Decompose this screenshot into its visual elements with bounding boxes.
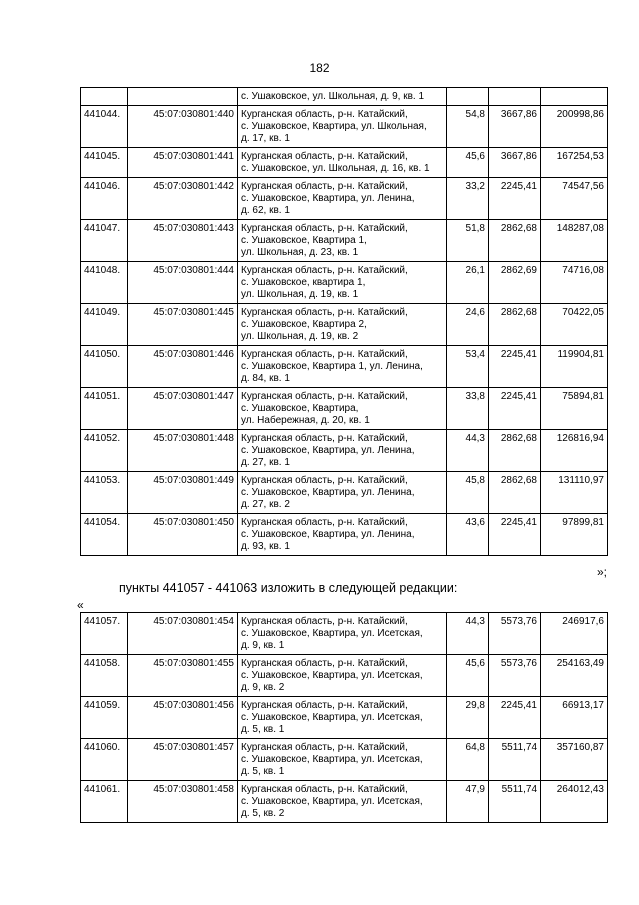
cadastral-number-cell: 45:07:030801:442	[128, 178, 238, 220]
table-row	[81, 88, 608, 106]
address-line: Курганская область, р-н. Катайский,	[241, 700, 408, 711]
area-cell: 64,8	[447, 739, 489, 781]
address-cell	[238, 781, 447, 823]
address-line: д. 93, кв. 1	[241, 541, 290, 552]
area-cell: 51,8	[447, 220, 489, 262]
cadastral-number-cell: 45:07:030801:454	[128, 613, 238, 655]
address-line: Курганская область, р-н. Катайский,	[241, 307, 408, 318]
address-line: с. Ушаковское, Квартира, ул. Школьная,	[241, 121, 427, 132]
area-cell	[447, 88, 489, 106]
area-cell: 24,6	[447, 304, 489, 346]
cadastral-number-cell: 45:07:030801:446	[128, 346, 238, 388]
total-value-cell: 97899,81	[541, 514, 608, 556]
item-number-cell: 441060.	[81, 739, 128, 781]
address-line: с. Ушаковское, Квартира, ул. Исетская,	[241, 670, 423, 681]
amendment-instruction: пункты 441057 - 441063 изложить в следующей редакции:	[119, 581, 458, 595]
unit-price-cell: 2245,41	[489, 514, 541, 556]
area-cell: 47,9	[447, 781, 489, 823]
item-number-cell: 441052.	[81, 430, 128, 472]
unit-price-cell: 2862,69	[489, 262, 541, 304]
address-line: Курганская область, р-н. Катайский,	[241, 475, 408, 486]
address-line: с. Ушаковское, Квартира 1, ул. Ленина,	[241, 361, 423, 372]
table-row	[81, 304, 608, 346]
address-line: с. Ушаковское, Квартира,	[241, 403, 359, 414]
total-value-cell: 75894,81	[541, 388, 608, 430]
address-line: с. Ушаковское, Квартира, ул. Исетская,	[241, 712, 423, 723]
address-line: д. 5, кв. 2	[241, 808, 285, 819]
address-cell	[238, 220, 447, 262]
total-value-cell: 200998,86	[541, 106, 608, 148]
unit-price-cell: 2862,68	[489, 472, 541, 514]
cadastral-number-cell: 45:07:030801:444	[128, 262, 238, 304]
cadastral-number-cell: 45:07:030801:449	[128, 472, 238, 514]
item-number-cell: 441051.	[81, 388, 128, 430]
address-line: д. 17, кв. 1	[241, 133, 290, 144]
cadastral-number-cell: 45:07:030801:440	[128, 106, 238, 148]
unit-price-cell: 5573,76	[489, 655, 541, 697]
total-value-cell: 119904,81	[541, 346, 608, 388]
table-row	[81, 697, 608, 739]
address-cell	[238, 514, 447, 556]
cadastral-number-cell: 45:07:030801:441	[128, 148, 238, 178]
address-cell	[238, 430, 447, 472]
table-row	[81, 178, 608, 220]
item-number-cell: 441059.	[81, 697, 128, 739]
cadastral-number-cell: 45:07:030801:445	[128, 304, 238, 346]
area-cell: 33,8	[447, 388, 489, 430]
total-value-cell: 254163,49	[541, 655, 608, 697]
address-cell	[238, 388, 447, 430]
table-row	[81, 106, 608, 148]
address-line: с. Ушаковское, ул. Школьная, д. 16, кв. 1	[241, 163, 430, 174]
address-line: с. Ушаковское, Квартира, ул. Исетская,	[241, 628, 423, 639]
cadastral-number-cell: 45:07:030801:448	[128, 430, 238, 472]
total-value-cell: 70422,05	[541, 304, 608, 346]
property-table-amended	[80, 612, 608, 823]
unit-price-cell: 5573,76	[489, 613, 541, 655]
total-value-cell: 131110,97	[541, 472, 608, 514]
address-cell	[238, 472, 447, 514]
address-cell	[238, 148, 447, 178]
area-cell: 33,2	[447, 178, 489, 220]
unit-price-cell: 2245,41	[489, 697, 541, 739]
address-line: Курганская область, р-н. Катайский,	[241, 223, 408, 234]
address-line: с. Ушаковское, Квартира, ул. Ленина,	[241, 445, 415, 456]
item-number-cell: 441053.	[81, 472, 128, 514]
address-line: Курганская область, р-н. Катайский,	[241, 517, 408, 528]
address-line: ул. Школьная, д. 23, кв. 1	[241, 247, 359, 258]
total-value-cell: 66913,17	[541, 697, 608, 739]
area-cell: 43,6	[447, 514, 489, 556]
address-line: с. Ушаковское, Квартира 1,	[241, 235, 367, 246]
address-line: д. 27, кв. 1	[241, 457, 290, 468]
address-cell	[238, 262, 447, 304]
cadastral-number-cell: 45:07:030801:443	[128, 220, 238, 262]
address-line: д. 9, кв. 2	[241, 682, 285, 693]
address-line: ул. Набережная, д. 20, кв. 1	[241, 415, 370, 426]
cadastral-number-cell: 45:07:030801:456	[128, 697, 238, 739]
table-row	[81, 430, 608, 472]
table-row	[81, 262, 608, 304]
table-row	[81, 613, 608, 655]
unit-price-cell: 2245,41	[489, 388, 541, 430]
address-line: д. 5, кв. 1	[241, 766, 285, 777]
total-value-cell: 74716,08	[541, 262, 608, 304]
address-cell	[238, 613, 447, 655]
address-cell	[238, 88, 447, 106]
address-line: Курганская область, р-н. Катайский,	[241, 616, 408, 627]
table-row	[81, 148, 608, 178]
unit-price-cell: 5511,74	[489, 781, 541, 823]
area-cell: 44,3	[447, 430, 489, 472]
address-cell	[238, 655, 447, 697]
address-line: ул. Школьная, д. 19, кв. 1	[241, 289, 359, 300]
unit-price-cell: 2245,41	[489, 346, 541, 388]
address-cell	[238, 739, 447, 781]
cadastral-number-cell: 45:07:030801:455	[128, 655, 238, 697]
table-row	[81, 739, 608, 781]
area-cell: 53,4	[447, 346, 489, 388]
unit-price-cell: 5511,74	[489, 739, 541, 781]
address-line: Курганская область, р-н. Катайский,	[241, 265, 408, 276]
total-value-cell	[541, 88, 608, 106]
item-number-cell: 441061.	[81, 781, 128, 823]
unit-price-cell: 2862,68	[489, 304, 541, 346]
address-line: Курганская область, р-н. Катайский,	[241, 391, 408, 402]
table-row	[81, 346, 608, 388]
address-line: д. 9, кв. 1	[241, 640, 285, 651]
area-cell: 29,8	[447, 697, 489, 739]
area-cell: 44,3	[447, 613, 489, 655]
table-row	[81, 472, 608, 514]
cadastral-number-cell: 45:07:030801:450	[128, 514, 238, 556]
table-row	[81, 388, 608, 430]
item-number-cell: 441049.	[81, 304, 128, 346]
total-value-cell: 357160,87	[541, 739, 608, 781]
address-line: с. Ушаковское, Квартира, ул. Исетская,	[241, 754, 423, 765]
item-number-cell: 441058.	[81, 655, 128, 697]
address-cell	[238, 346, 447, 388]
item-number-cell: 441047.	[81, 220, 128, 262]
total-value-cell: 264012,43	[541, 781, 608, 823]
table-row	[81, 655, 608, 697]
opening-quote: «	[77, 598, 84, 612]
cadastral-number-cell	[128, 88, 238, 106]
address-line: Курганская область, р-н. Катайский,	[241, 433, 408, 444]
address-line: д. 5, кв. 1	[241, 724, 285, 735]
area-cell: 54,8	[447, 106, 489, 148]
total-value-cell: 74547,56	[541, 178, 608, 220]
total-value-cell: 246917,6	[541, 613, 608, 655]
address-cell	[238, 697, 447, 739]
address-line: Курганская область, р-н. Катайский,	[241, 181, 408, 192]
area-cell: 45,8	[447, 472, 489, 514]
address-line: с. Ушаковское, Квартира, ул. Ленина,	[241, 529, 415, 540]
item-number-cell: 441048.	[81, 262, 128, 304]
unit-price-cell: 3667,86	[489, 106, 541, 148]
address-line: с. Ушаковское, Квартира, ул. Ленина,	[241, 193, 415, 204]
address-line: Курганская область, р-н. Катайский,	[241, 742, 408, 753]
address-line: с. Ушаковское, Квартира, ул. Исетская,	[241, 796, 423, 807]
page-number: 182	[309, 61, 330, 75]
unit-price-cell	[489, 88, 541, 106]
unit-price-cell: 2862,68	[489, 430, 541, 472]
item-number-cell: 441050.	[81, 346, 128, 388]
address-line: ул. Школьная, д. 19, кв. 2	[241, 331, 359, 342]
property-table-continued	[80, 87, 608, 556]
total-value-cell: 167254,53	[541, 148, 608, 178]
address-line: д. 84, кв. 1	[241, 373, 290, 384]
item-number-cell: 441054.	[81, 514, 128, 556]
area-cell: 26,1	[447, 262, 489, 304]
address-line: с. Ушаковское, Квартира, ул. Ленина,	[241, 487, 415, 498]
closing-quote: »;	[596, 565, 607, 579]
unit-price-cell: 3667,86	[489, 148, 541, 178]
address-line: Курганская область, р-н. Катайский,	[241, 151, 408, 162]
area-cell: 45,6	[447, 148, 489, 178]
table-row	[81, 514, 608, 556]
table-row	[81, 781, 608, 823]
cadastral-number-cell: 45:07:030801:447	[128, 388, 238, 430]
cadastral-number-cell: 45:07:030801:458	[128, 781, 238, 823]
item-number-cell: 441045.	[81, 148, 128, 178]
address-line: с. Ушаковское, квартира 1,	[241, 277, 366, 288]
address-line: с. Ушаковское, ул. Школьная, д. 9, кв. 1	[241, 91, 425, 102]
address-cell	[238, 106, 447, 148]
address-line: Курганская область, р-н. Катайский,	[241, 349, 408, 360]
cadastral-number-cell: 45:07:030801:457	[128, 739, 238, 781]
item-number-cell: 441057.	[81, 613, 128, 655]
address-cell	[238, 178, 447, 220]
address-line: Курганская область, р-н. Катайский,	[241, 109, 408, 120]
address-line: Курганская область, р-н. Катайский,	[241, 784, 408, 795]
area-cell: 45,6	[447, 655, 489, 697]
item-number-cell: 441044.	[81, 106, 128, 148]
item-number-cell	[81, 88, 128, 106]
unit-price-cell: 2862,68	[489, 220, 541, 262]
total-value-cell: 148287,08	[541, 220, 608, 262]
address-line: Курганская область, р-н. Катайский,	[241, 658, 408, 669]
total-value-cell: 126816,94	[541, 430, 608, 472]
address-cell	[238, 304, 447, 346]
address-line: д. 27, кв. 2	[241, 499, 290, 510]
table-row	[81, 220, 608, 262]
unit-price-cell: 2245,41	[489, 178, 541, 220]
address-line: д. 62, кв. 1	[241, 205, 290, 216]
address-line: с. Ушаковское, Квартира 2,	[241, 319, 367, 330]
item-number-cell: 441046.	[81, 178, 128, 220]
